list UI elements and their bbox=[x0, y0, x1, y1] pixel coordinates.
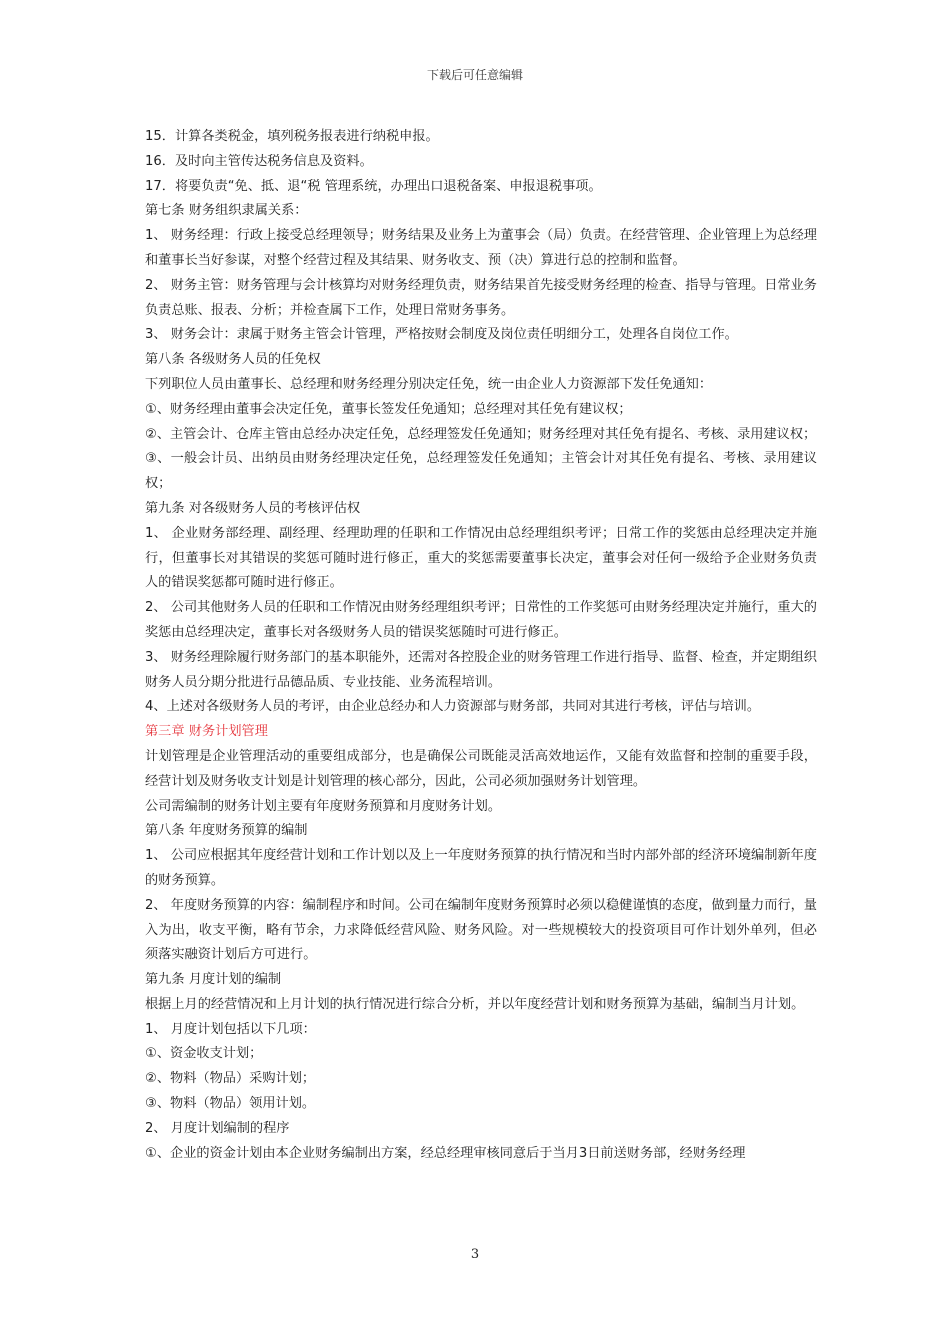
paragraph: ③、一般会计员、出纳员由财务经理决定任免，总经理签发任免通知；主管会计对其任免有提名、考核、录用建议权； bbox=[145, 451, 817, 492]
paragraph: ③、物料（物品）领用计划。 bbox=[145, 1096, 316, 1112]
paragraph: 2、 公司其他财务人员的任职和工作情况由财务经理组织考评；日常性的工作奖惩可由财务经理决定并施行，重大的奖惩由总经理决定，董事长对各级财务人员的错误奖惩随时可进行修正。 bbox=[145, 600, 817, 640]
paragraph: 公司需编制的财务计划主要有年度财务预算和月度财务计划。 bbox=[145, 798, 502, 814]
paragraph: 第八条 各级财务人员的任免权 bbox=[145, 352, 321, 368]
paragraph: ②、物料（物品）采购计划； bbox=[145, 1071, 316, 1087]
paragraph: 根据上月的经营情况和上月计划的执行情况进行综合分析，并以年度经营计划和财务预算为基础，编制当月计划。 bbox=[145, 996, 805, 1012]
paragraph: 2、 年度财务预算的内容：编制程序和时间。公司在编制年度财务预算时必须以稳健谨慎的态度，做到量力而行，量入为出，收支平衡，略有节余，力求降低经营风险、财务风险。对一些规模较大的投资项目可作计划外单列，但必须落实融资计划后方可进行。 bbox=[145, 897, 817, 963]
paragraph: ①、企业的资金计划由本企业财务编制出方案，经总经理审核同意后于当月3日前送财务部，经财务经理 bbox=[145, 1145, 746, 1161]
paragraph: 第八条 年度财务预算的编制 bbox=[145, 823, 308, 839]
paragraph: ①、财务经理由董事会决定任免，董事长签发任免通知；总经理对其任免有建议权； bbox=[145, 401, 632, 417]
paragraph: 下列职位人员由董事长、总经理和财务经理分别决定任免，统一由企业人力资源部下发任免通知： bbox=[145, 376, 713, 392]
paragraph: 2、 月度计划编制的程序 bbox=[145, 1120, 290, 1136]
page-header: 下载后可任意编辑 bbox=[426, 68, 523, 82]
paragraph: 2、 财务主管：财务管理与会计核算均对财务经理负责，财务结果首先接受财务经理的检查、指导与管理。日常业务负责总账、报表、分析；并检查属下工作，处理日常财务事务。 bbox=[145, 277, 817, 318]
paragraph: 第九条 对各级财务人员的考核评估权 bbox=[145, 500, 361, 516]
chapter-heading: 第三章 财务计划管理 bbox=[145, 724, 268, 740]
paragraph: 17．将要负责“免、抵、退“税 管理系统，办理出口退税备案、申报退税事项。 bbox=[145, 178, 602, 194]
paragraph: 计划管理是企业管理活动的重要组成部分，也是确保公司既能灵活高效地运作，又能有效监督和控制的重要手段，经营计划及财务收支计划是计划管理的核心部分，因此，公司必须加强财务计划管理。 bbox=[145, 748, 817, 789]
paragraph: 1、 月度计划包括以下几项： bbox=[145, 1021, 316, 1037]
paragraph: 1、 财务经理：行政上接受总经理领导；财务结果及业务上为董事会（局）负责。在经营管理、企业管理上为总经理和董事长当好参谋，对整个经营过程及其结果、财务收支、预（决）算进行总的控制和监督。 bbox=[145, 228, 817, 268]
paragraph: 3、 财务经理除履行财务部门的基本职能外，还需对各控股企业的财务管理工作进行指导、监督、检查，并定期组织财务人员分期分批进行品德品质、专业技能、业务流程培训。 bbox=[145, 649, 817, 690]
paragraph: ①、资金收支计划； bbox=[145, 1046, 263, 1062]
paragraph: 4、上述对各级财务人员的考评，由企业总经办和人力资源部与财务部，共同对其进行考核，评估与培训。 bbox=[145, 699, 761, 715]
paragraph: 第七条 财务组织隶属关系： bbox=[145, 203, 308, 219]
paragraph: 16．及时向主管传达税务信息及资料。 bbox=[145, 153, 373, 169]
paragraph: 3、 财务会计：隶属于财务主管会计管理，严格按财会制度及岗位责任明细分工，处理各自岗位工作。 bbox=[145, 327, 738, 343]
paragraph: 1、 企业财务部经理、副经理、经理助理的任职和工作情况由总经理组织考评；日常工作的奖惩由总经理决定并施行，但董事长对其错误的奖惩可随时进行修正，重大的奖惩需要董事长决定，董事会对任何一级给予企业财务负责人的错误奖惩都可随时进行修正。 bbox=[145, 525, 817, 591]
paragraph: 1、 公司应根据其年度经营计划和工作计划以及上一年度财务预算的执行情况和当时内部外部的经济环境编制新年度的财务预算。 bbox=[145, 848, 817, 888]
document-body bbox=[145, 125, 817, 1166]
paragraph: ②、主管会计、仓库主管由总经办决定任免，总经理签发任免通知；财务经理对其任免有提名、考核、录用建议权； bbox=[145, 426, 817, 442]
paragraph: 第九条 月度计划的编制 bbox=[145, 972, 282, 988]
paragraph: 15．计算各类税金，填列税务报表进行纳税申报。 bbox=[145, 129, 439, 144]
page-number: 3 bbox=[470, 1247, 480, 1262]
